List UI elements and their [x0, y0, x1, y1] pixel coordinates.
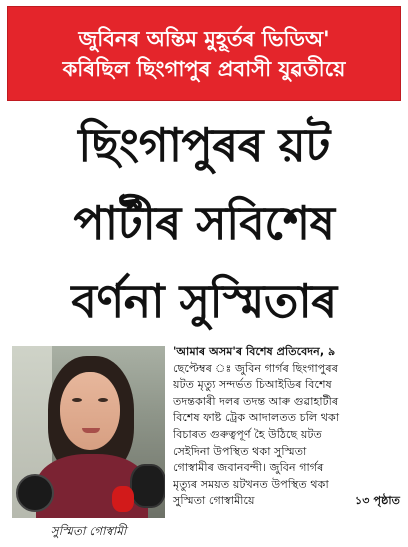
continued-page-link[interactable]: ১৩ পৃষ্ঠাত [355, 494, 400, 508]
article-line: সেইদিনা উপস্থিত থকা সুস্মিতা [173, 444, 307, 458]
headline-line-2: পাৰ্টীৰ সবিশেষ [73, 196, 335, 250]
microphone-icon [16, 474, 54, 512]
banner-line-2: কৰিছিল ছিংগাপুৰ প্ৰবাসী যুৱতীয়ে [62, 56, 346, 81]
photo-face [60, 372, 120, 450]
article-line: মৃত্যুৰ সময়ত য়টখনত উপস্থিত থকা [173, 477, 329, 491]
article-line: গোস্বামীৰ জবানবন্দী। জুবিন গাৰ্গৰ [173, 461, 324, 475]
article-body [173, 344, 400, 510]
photo-eye-left [72, 398, 82, 402]
banner-line-1: জুবিনৰ অন্তিম মুহূৰ্তৰ ভিডিঅ' [78, 26, 330, 51]
photo-mouth [82, 428, 100, 433]
main-headline [0, 106, 408, 340]
article-line: সুস্মিতা গোস্বামীয়ে [173, 494, 255, 508]
article-line: য়টত মৃত্যু সন্দৰ্ভত চিআইডিৰ বিশেষ [173, 378, 332, 392]
article-line: বিচাৰত গুৰুত্বপূৰ্ণ হৈ উঠিছে য়টত [173, 427, 322, 441]
photo-caption: সুস্মিতা গোস্বামী [50, 524, 127, 538]
article-last-line [173, 493, 400, 510]
portrait-photo [12, 346, 165, 518]
article-line: তদন্তকাৰী দলৰ তদন্ত আৰু গুৱাহাটীৰ [173, 394, 339, 408]
headline-line-1: ছিংগাপুৰৰ য়ট [78, 118, 330, 172]
article-line: বিশেষ ফাষ্ট ট্ৰেক আদালতত চলি থকা [173, 411, 340, 425]
headline-line-3: বৰ্ণনা সুস্মিতাৰ [71, 274, 337, 328]
headline-banner [7, 6, 401, 101]
photo-eye-right [98, 398, 108, 402]
article-line: ছেপ্টেম্বৰ ঃ জুবিন গাৰ্গৰ ছিংগাপুৰৰ [173, 361, 338, 375]
microphone-icon [130, 464, 165, 508]
microphone-icon [112, 486, 134, 512]
article-line: 'আমাৰ অসম'ৰ বিশেষ প্ৰতিবেদন, ৯ [173, 345, 336, 358]
